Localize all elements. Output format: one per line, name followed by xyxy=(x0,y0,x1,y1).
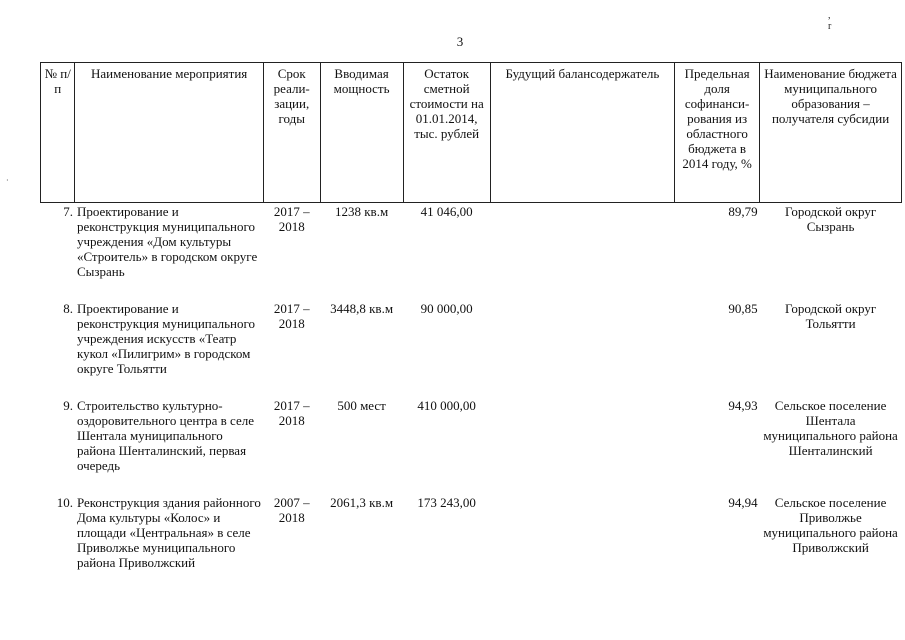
row-cost: 41 046,00 xyxy=(420,204,473,219)
row-name: Реконструкция здания районного Дома культуры «Колос» и площади «Центральная» в селе Приволжье муниципального района Приволжский xyxy=(76,495,261,570)
row-holder xyxy=(490,397,674,494)
row-name: Проектирование и реконструкция муниципального учреждения «Дом культуры «Строитель» в городском округе Сызрань xyxy=(76,204,258,279)
row-capacity: 1238 кв.м xyxy=(334,204,389,219)
row-cost: 410 000,00 xyxy=(417,398,476,413)
row-name: Строительство культурно-оздоровительного центра в селе Шентала муниципального района Шенталинский, первая очередь xyxy=(76,398,255,473)
row-term: 2017 – 2018 xyxy=(273,398,310,428)
row-num: 7. xyxy=(63,204,73,219)
table-row xyxy=(41,397,902,494)
budget-table xyxy=(40,62,902,607)
table-header-row xyxy=(41,63,902,203)
header-num: № п/п xyxy=(41,63,75,203)
row-share: 90,85 xyxy=(728,301,758,316)
page-number: 3 xyxy=(456,34,464,49)
row-cost: 90 000,00 xyxy=(420,301,473,316)
row-term: 2017 – 2018 xyxy=(273,301,310,331)
row-recipient: Городской округ Тольятти xyxy=(784,301,877,331)
row-cost: 173 243,00 xyxy=(417,495,476,510)
header-name: Наименование мероприятия xyxy=(75,63,263,203)
row-recipient: Сельское поселение Шентала муниципального района Шенталинский xyxy=(763,398,898,458)
row-holder xyxy=(490,494,674,607)
row-term: 2017 – 2018 xyxy=(273,204,310,234)
row-holder xyxy=(490,300,674,397)
row-holder xyxy=(490,203,674,301)
row-num: 8. xyxy=(63,301,73,316)
row-capacity: 3448,8 кв.м xyxy=(330,301,394,316)
header-capacity: Вводимая мощность xyxy=(320,63,403,203)
table-row xyxy=(41,300,902,397)
header-recipient: Наименование бюджета муниципального образования – получателя субсидии xyxy=(760,63,902,203)
row-num: 10. xyxy=(56,495,73,510)
header-cost: Остаток сметной стоимости на 01.01.2014, тыс. рублей xyxy=(403,63,490,203)
scan-corner-marks: , r xyxy=(828,10,862,32)
row-share: 94,94 xyxy=(728,495,758,510)
header-term: Срок реали-зации, годы xyxy=(263,63,320,203)
row-capacity: 500 мест xyxy=(337,398,386,413)
scan-side-mark: · xyxy=(6,176,9,185)
row-name: Проектирование и реконструкция муниципального учреждения искусств «Театр кукол «Пилигрим» в городском округе Тольятти xyxy=(76,301,255,376)
table-row xyxy=(41,494,902,607)
header-share: Предельная доля софинанси-рования из областного бюджета в 2014 году, % xyxy=(675,63,760,203)
header-holder: Будущий балансодержатель xyxy=(490,63,674,203)
table-row xyxy=(41,203,902,301)
row-share: 94,93 xyxy=(728,398,758,413)
row-share: 89,79 xyxy=(728,204,758,219)
row-capacity: 2061,3 кв.м xyxy=(330,495,394,510)
row-recipient: Городской округ Сызрань xyxy=(784,204,877,234)
row-recipient: Сельское поселение Приволжье муниципального района Приволжский xyxy=(763,495,898,555)
row-num: 9. xyxy=(63,398,73,413)
row-term: 2007 – 2018 xyxy=(273,495,310,525)
